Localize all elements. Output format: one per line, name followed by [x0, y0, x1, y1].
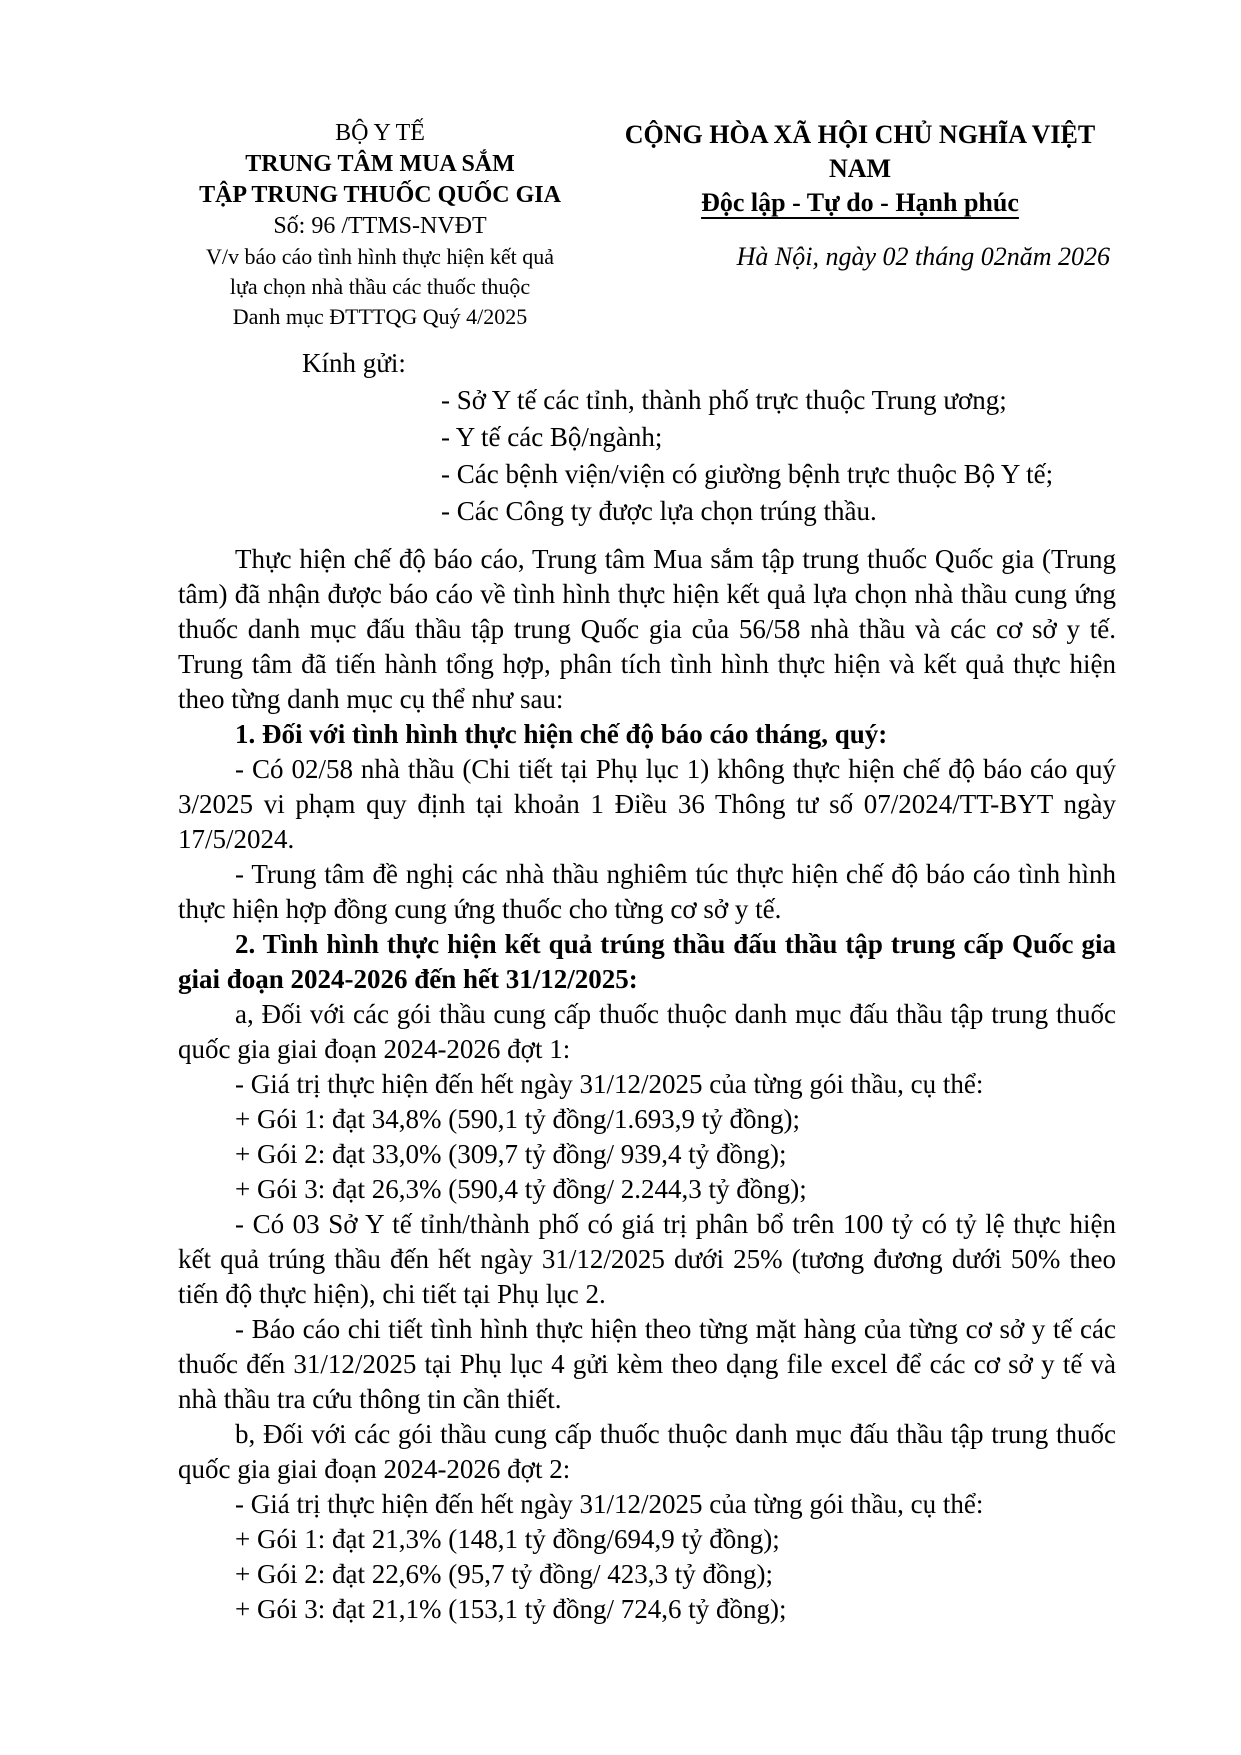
document-body: [178, 542, 1116, 1627]
subject-line2: lựa chọn nhà thầu các thuốc thuộc: [229, 274, 531, 299]
provinces-paragraph: - Có 03 Sở Y tế tỉnh/thành phố có giá trị phân bổ trên 100 tỷ có tỷ lệ thực hiện kết quả trúng thầu đến hết ngày 31/12/2025 dưới 25% (tương đương dưới 50% theo tiến độ thực hiện), chi tiết tại Phụ lục 2.: [178, 1209, 1116, 1309]
package-item: + Gói 3: đạt 26,3% (590,4 tỷ đồng/ 2.244,3 tỷ đồng);: [235, 1174, 807, 1204]
document-number: Số: 96 /TTMS-NVĐT: [273, 213, 487, 239]
recipients-list: [441, 382, 1053, 530]
section1-paragraph1: - Có 02/58 nhà thầu (Chi tiết tại Phụ lục 1) không thực hiện chế độ báo cáo quý 3/2025 vi phạm quy định tại khoản 1 Điều 36 Thông tư số 07/2024/TT-BYT ngày 17/5/2024.: [178, 754, 1116, 854]
country-name: CỘNG HÒA XÃ HỘI CHỦ NGHĨA VIỆT NAM: [624, 120, 1096, 183]
recipients-label: Kính gửi:: [302, 348, 406, 378]
issuer-block: [170, 118, 590, 332]
detail-report-paragraph: - Báo cáo chi tiết tình hình thực hiện theo từng mặt hàng của từng cơ sở y tế các thuốc đến 31/12/2025 tại Phụ lục 4 gửi kèm theo dạng file excel để các cơ sở y tế và nhà thầu tra cứu thông tin cần thiết.: [178, 1314, 1116, 1414]
section2-heading: 2. Tình hình thực hiện kết quả trúng thầu đấu thầu tập trung cấp Quốc gia giai đoạn 2024-2026 đến hết 31/12/2025:: [178, 929, 1116, 994]
section1-heading: 1. Đối với tình hình thực hiện chế độ báo cáo tháng, quý:: [235, 719, 888, 749]
subsection-b-value-intro: - Giá trị thực hiện đến hết ngày 31/12/2025 của từng gói thầu, cụ thể:: [235, 1489, 984, 1519]
recipient-item: - Các bệnh viện/viện có giường bệnh trực thuộc Bộ Y tế;: [441, 459, 1054, 489]
section1-paragraph2: - Trung tâm đề nghị các nhà thầu nghiêm túc thực hiện chế độ báo cáo tình hình thực hiện hợp đồng cung ứng thuốc cho từng cơ sở y tế.: [178, 859, 1116, 924]
subject-line3: Danh mục ĐTTTQG Quý 4/2025: [232, 304, 528, 329]
center-name-line2: TẬP TRUNG THUỐC QUỐC GIA: [199, 182, 561, 208]
package-item: + Gói 3: đạt 21,1% (153,1 tỷ đồng/ 724,6 tỷ đồng);: [235, 1594, 787, 1624]
recipient-item: - Các Công ty được lựa chọn trúng thầu.: [441, 496, 877, 526]
intro-paragraph: Thực hiện chế độ báo cáo, Trung tâm Mua sắm tập trung thuốc Quốc gia (Trung tâm) đã nhận được báo cáo về tình hình thực hiện kết quả lựa chọn nhà thầu cung ứng thuốc danh mục đấu thầu tập trung Quốc gia của 56/58 nhà thầu và các cơ sở y tế. Trung tâm đã tiến hành tổng hợp, phân tích tình hình thực hiện và kết quả thực hiện theo từng danh mục cụ thể như sau:: [178, 544, 1116, 714]
package-item: + Gói 2: đạt 22,6% (95,7 tỷ đồng/ 423,3 tỷ đồng);: [235, 1559, 773, 1589]
subsection-a-value-intro: - Giá trị thực hiện đến hết ngày 31/12/2025 của từng gói thầu, cụ thể:: [235, 1069, 984, 1099]
recipient-item: - Y tế các Bộ/ngành;: [441, 422, 663, 452]
subsection-a-heading: a, Đối với các gói thầu cung cấp thuốc thuộc danh mục đấu thầu tập trung thuốc quốc gia giai đoạn 2024-2026 đợt 1:: [178, 999, 1116, 1064]
package-item: + Gói 1: đạt 21,3% (148,1 tỷ đồng/694,9 tỷ đồng);: [235, 1524, 780, 1554]
ministry-name: BỘ Y TẾ: [335, 120, 425, 146]
subsection-b-heading: b, Đối với các gói thầu cung cấp thuốc thuộc danh mục đấu thầu tập trung thuốc quốc gia giai đoạn 2024-2026 đợt 2:: [178, 1419, 1116, 1484]
issue-date: Hà Nội, ngày 02 tháng 02năm 2026: [736, 242, 1110, 271]
package-item: + Gói 2: đạt 33,0% (309,7 tỷ đồng/ 939,4 tỷ đồng);: [235, 1139, 787, 1169]
national-header: [600, 118, 1120, 274]
national-motto: Độc lập - Tự do - Hạnh phúc: [701, 188, 1019, 217]
subject-line1: V/v báo cáo tình hình thực hiện kết quả: [206, 244, 554, 269]
package-item: + Gói 1: đạt 34,8% (590,1 tỷ đồng/1.693,9 tỷ đồng);: [235, 1104, 800, 1134]
center-name-line1: TRUNG TÂM MUA SẮM: [245, 151, 515, 177]
recipient-item: - Sở Y tế các tỉnh, thành phố trực thuộc Trung ương;: [441, 385, 1007, 415]
